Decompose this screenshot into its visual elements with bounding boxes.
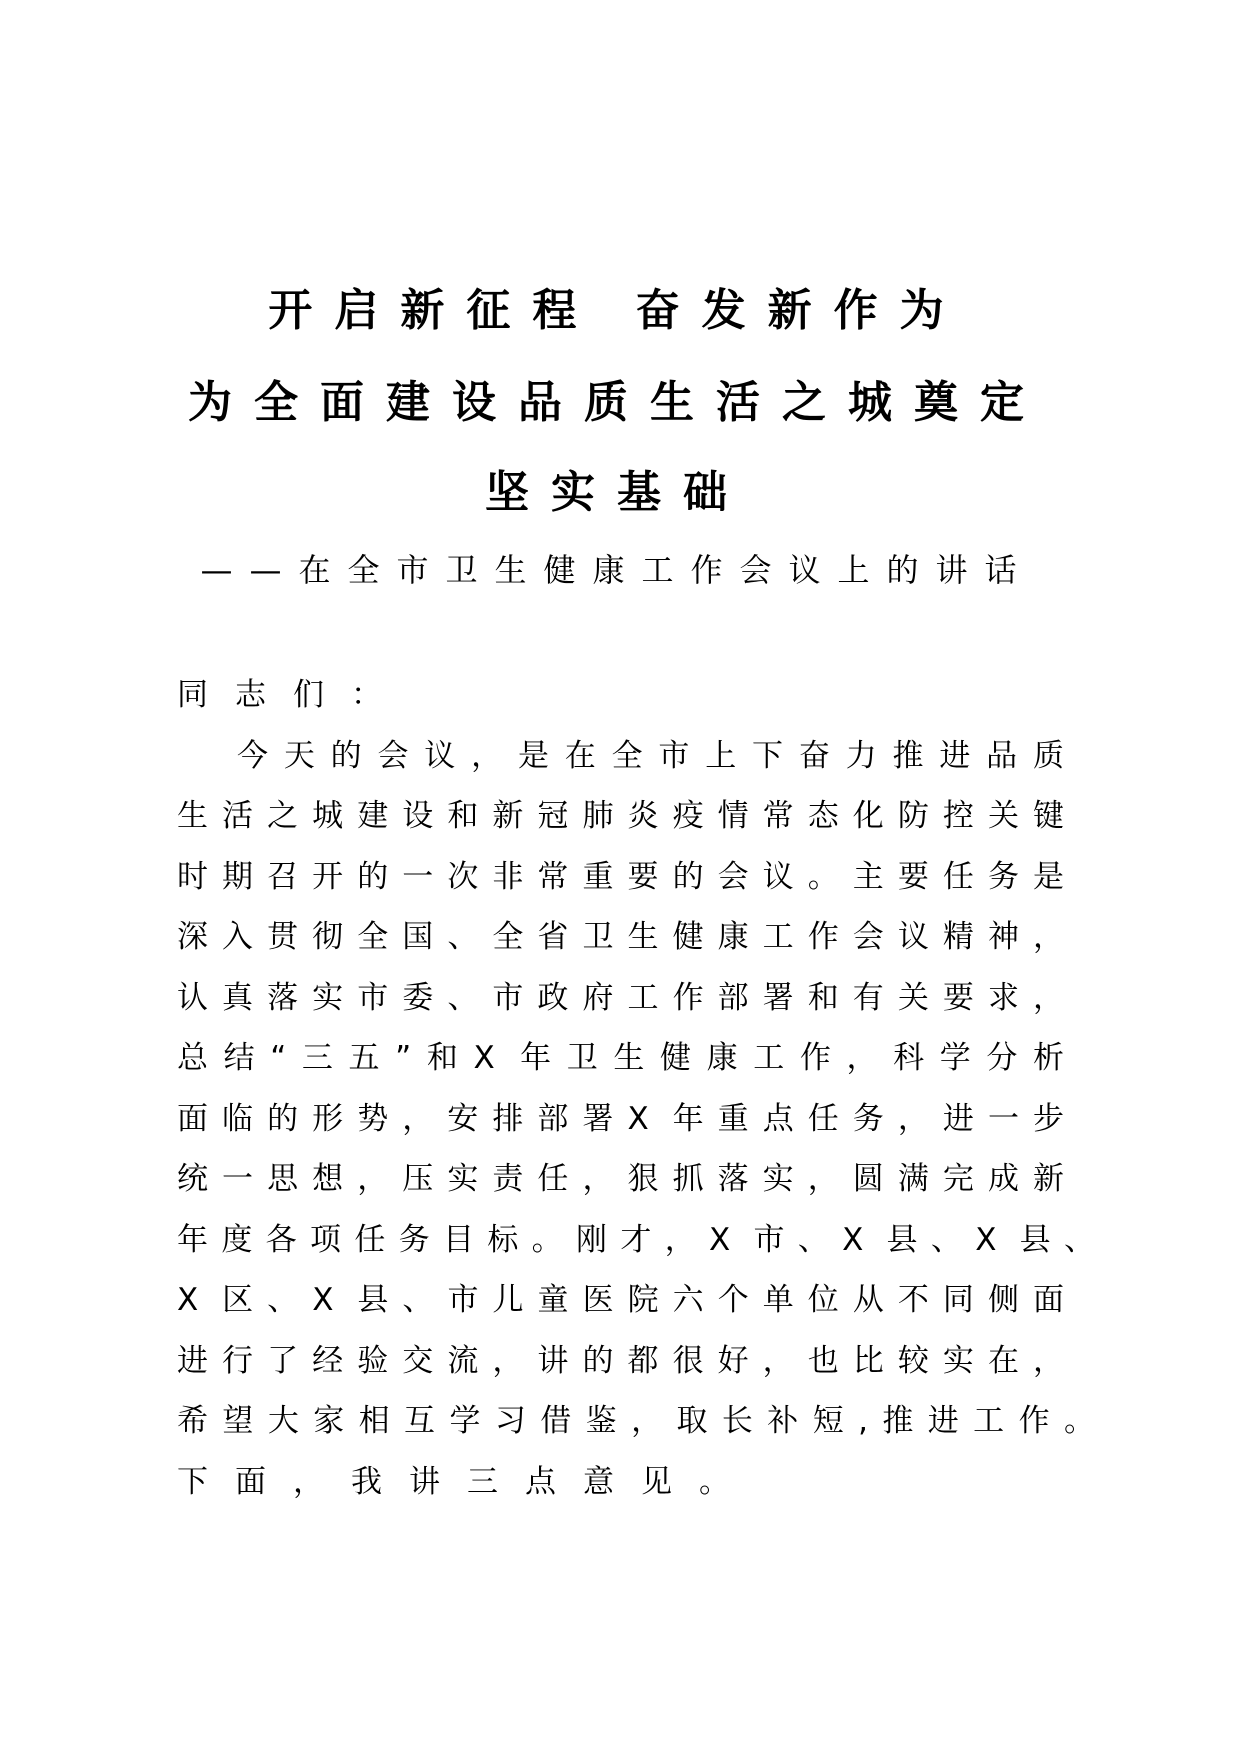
title-line-1: 开启新征程 奋发新作为 (268, 285, 966, 336)
paragraph-line: 总结“三五”和X 年卫生健康工作，科学分析 (177, 1040, 1064, 1076)
document-body (177, 665, 1107, 1512)
paragraph-line: 认真落实市委、市政府工作部署和有关要求， (177, 979, 1064, 1016)
title-line-3: 坚实基础 (485, 467, 749, 518)
title-line-2: 为全面建设品质生活之城奠定 (188, 377, 1046, 428)
paragraph-line: 生活之城建设和新冠肺炎疫情常态化防控关键 (177, 798, 1064, 834)
subtitle: ——在全市卫生健康工作会议上的讲话 (200, 551, 1034, 589)
paragraph-line: X 区、X 县、市儿童医院六个单位从不同侧面 (177, 1282, 1064, 1318)
paragraph-line: 面临的形势，安排部署X 年重点任务，进一步 (177, 1100, 1064, 1137)
paragraph-line: 进行了经验交流，讲的都很好，也比较实在， (177, 1342, 1064, 1379)
paragraph-line: 深入贯彻全国、全省卫生健康工作会议精神， (177, 919, 1064, 955)
paragraph-line: 希望大家相互学习借鉴，取长补短,推进工作。 (177, 1403, 1095, 1439)
salutation: 同志们： (177, 677, 409, 713)
paragraph-line: 今天的会议，是在全市上下奋力推进品质 (237, 737, 1064, 774)
paragraph-line: 年度各项任务目标。刚才，X 市、X 县、X 县、 (177, 1221, 1095, 1258)
paragraph-line: 时期召开的一次非常重要的会议。主要任务是 (177, 858, 1064, 895)
paragraph-line: 统一思想，压实责任，狠抓落实，圆满完成新 (177, 1161, 1064, 1197)
paragraph-line: 下面，我讲三点意见。 (177, 1463, 757, 1500)
